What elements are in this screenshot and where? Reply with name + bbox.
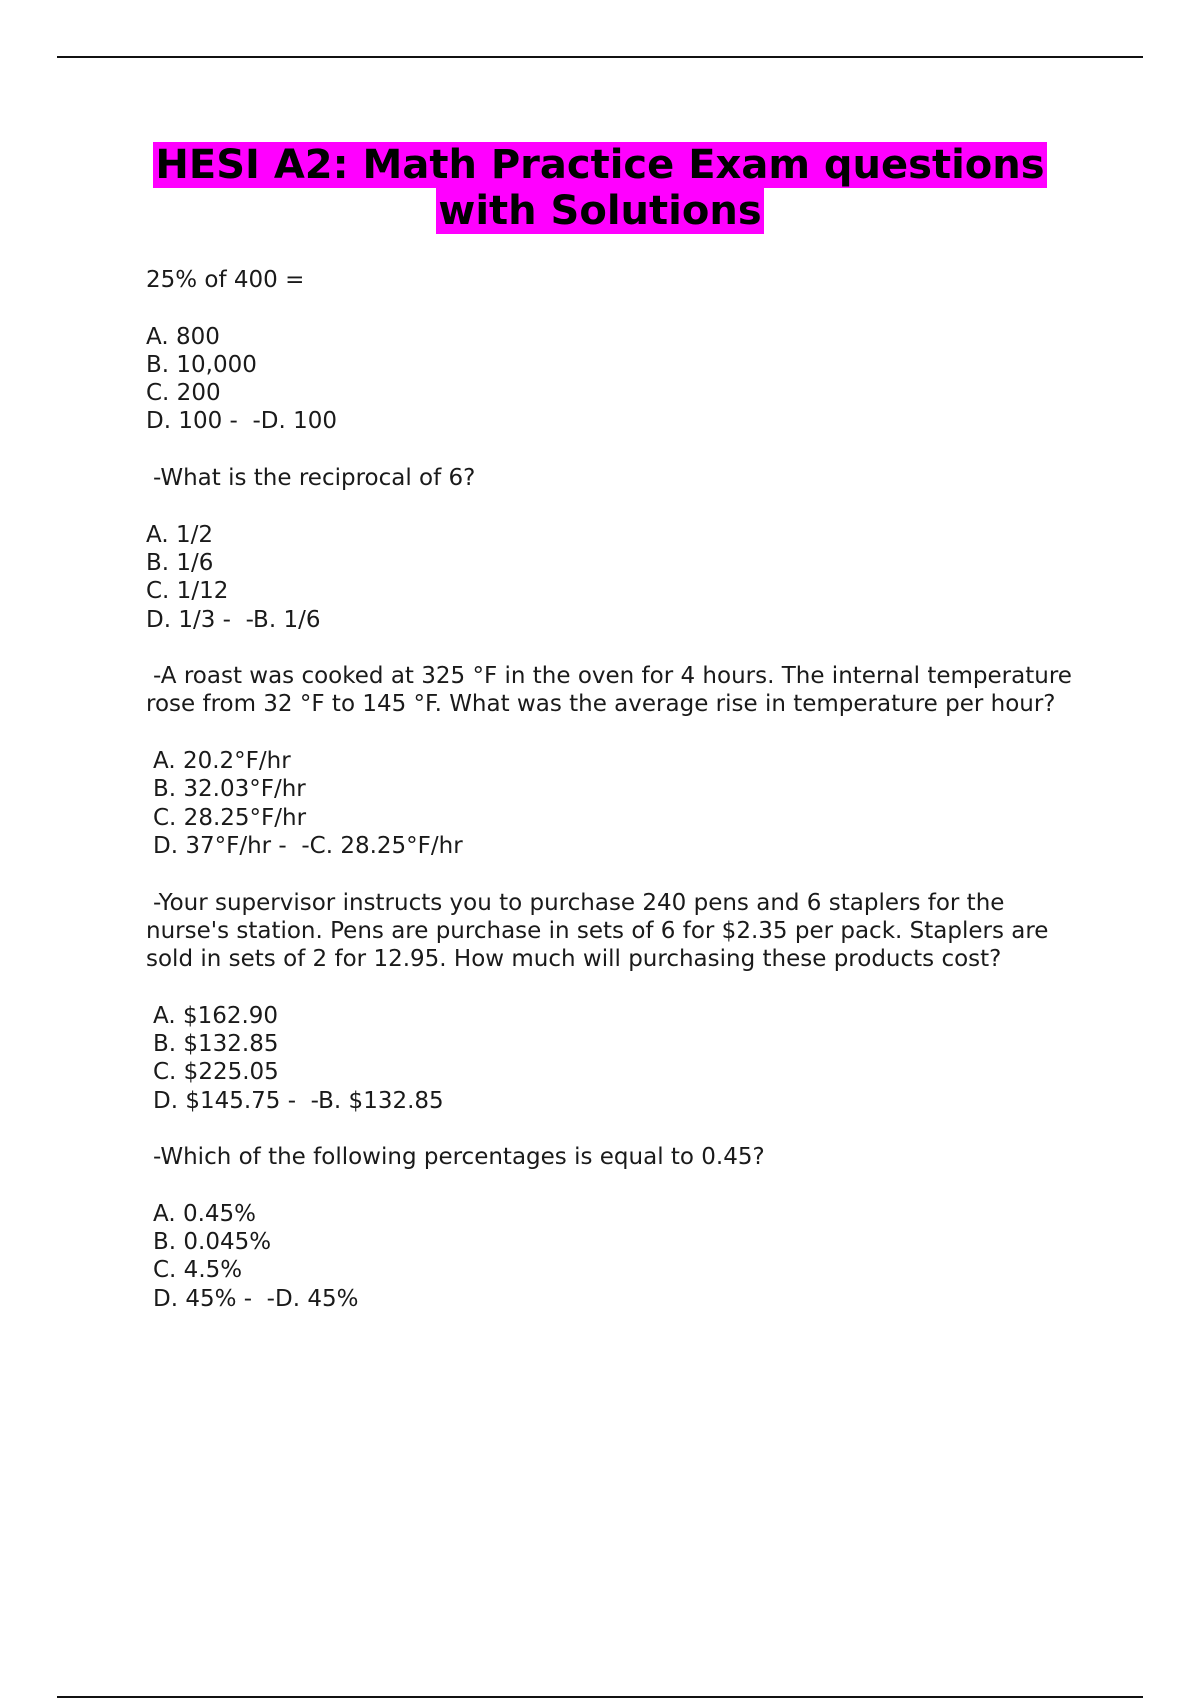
option: A. $162.90 [153, 1002, 279, 1029]
option: C. 200 [146, 380, 221, 407]
question-list [146, 266, 1080, 1341]
page-title [100, 142, 1100, 234]
option-list [146, 323, 1076, 436]
question-prompt: -Which of the following percentages is equal to 0.45? [153, 1144, 765, 1171]
option-with-answer: D. $145.75 - -B. $132.85 [153, 1087, 444, 1114]
option: A. 0.45% [153, 1200, 257, 1227]
option-with-answer: D. 37°F/hr - -C. 28.25°F/hr [153, 832, 463, 859]
option: B. $132.85 [153, 1031, 279, 1058]
header-rule [57, 56, 1143, 58]
footer-rule [57, 1696, 1143, 1698]
option: B. 0.045% [153, 1229, 272, 1256]
option-list [146, 747, 1076, 860]
option-with-answer: D. 1/3 - -B. 1/6 [146, 606, 321, 633]
option: A. 800 [146, 323, 220, 350]
option-list [146, 521, 1076, 634]
title-line-2: with Solutions [438, 188, 762, 234]
question-prompt [146, 889, 1076, 974]
option: B. 10,000 [146, 351, 257, 378]
option-with-answer: D. 45% - -D. 45% [153, 1285, 359, 1312]
option: A. 20.2°F/hr [153, 748, 291, 775]
question-prompt: -What is the reciprocal of 6? [153, 465, 476, 492]
option: A. 1/2 [146, 521, 213, 548]
option-with-answer: D. 100 - -D. 100 [146, 408, 337, 435]
option: B. 32.03°F/hr [153, 776, 306, 803]
question-prompt [146, 662, 1080, 719]
option: B. 1/6 [146, 549, 214, 576]
question-prompt: 25% of 400 = [146, 267, 305, 293]
option: C. 4.5% [153, 1257, 243, 1284]
title-line-1: HESI A2: Math Practice Exam questions [155, 142, 1045, 188]
option: C. 1/12 [146, 578, 229, 605]
option: C. 28.25°F/hr [153, 804, 307, 831]
option-list [146, 1002, 1076, 1115]
option: C. $225.05 [153, 1059, 279, 1086]
option-list [146, 1200, 1076, 1313]
question-prompt-text: -Your supervisor instructs you to purchase 240 pens and 6 staplers for the nurse's station. Pens are purchase in sets of 6 for $2.35 per pack. Staplers are sold in sets of 2 for 12.95. How much will purchasing these products cost? [146, 889, 1056, 973]
question-prompt-text: -A roast was cooked at 325 °F in the oven for 4 hours. The internal temperature rose from 32 °F to 145 °F. What was the average rise in temperature per hour? [146, 663, 1080, 718]
